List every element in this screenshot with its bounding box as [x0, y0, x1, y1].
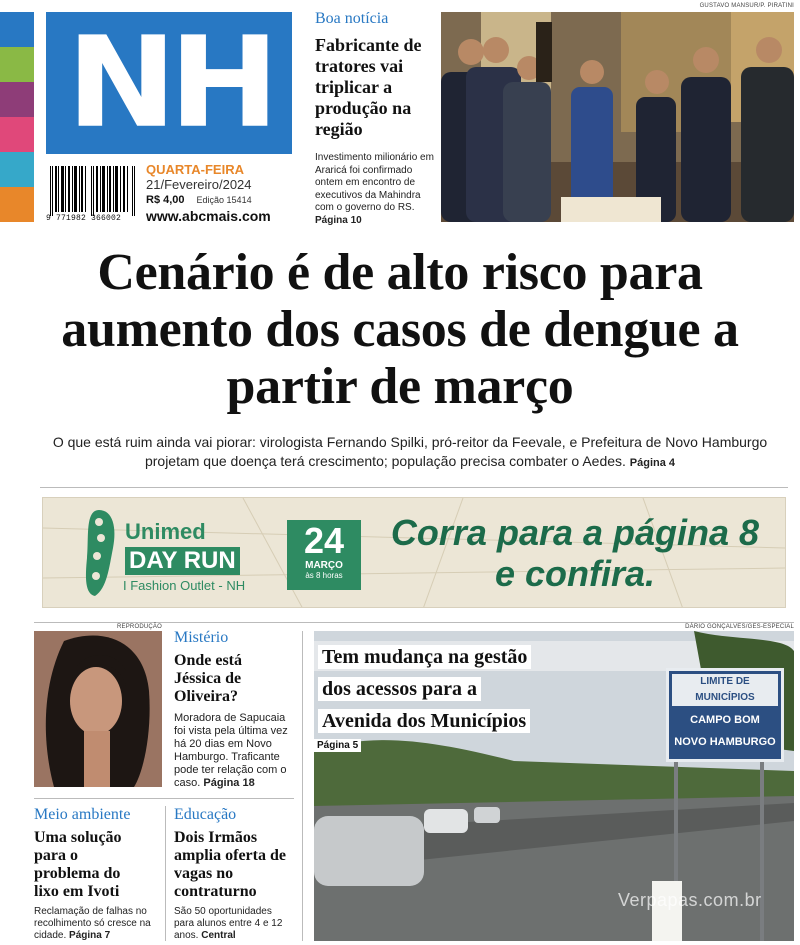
env-deck [34, 906, 160, 942]
website-link[interactable]: www.abcmais.com [146, 208, 271, 224]
price: R$ 4,00 [146, 194, 185, 206]
road-headline[interactable] [318, 645, 531, 741]
top-story-deck [315, 152, 437, 227]
edu-deck [174, 906, 292, 942]
top-story-kicker: Boa notícia [315, 10, 389, 27]
missing-headline[interactable]: Onde está Jéssica de Oliveira? [174, 652, 242, 705]
price-line [146, 193, 296, 208]
top-story-page: Página 10 [315, 214, 362, 226]
sign-line: LIMITE DE MUNICÍPIOS [672, 674, 778, 706]
env-kicker: Meio ambiente [34, 806, 131, 823]
barcode [46, 162, 140, 222]
ad-month: MARÇO [305, 560, 343, 571]
road-headline-line: Tem mudança na gestão [318, 645, 531, 669]
running-shoe-icon [79, 508, 119, 598]
portrait-illustration [34, 631, 162, 787]
strip-band [0, 82, 34, 117]
color-strip [0, 12, 34, 222]
lead-deck-text: O que está ruim ainda vai piorar: virologista Fernando Spilki, pró-reitor da Feevale, e Prefeitura de Novo Hamburgo projetam que doença terá crescimento; população precisa combater o Aedes. [52, 434, 768, 469]
photo-credit: DÁRIO GONÇALVES/GES-ESPECIAL [685, 624, 794, 630]
watermark: Verpapas.com.br [618, 890, 762, 910]
ad-date-badge [287, 520, 361, 590]
env-deck-text: Reclamação de falhas no recolhimento só cresce na cidade. [34, 906, 151, 941]
newspaper-logo[interactable] [46, 9, 292, 157]
weekday: QUARTA-FEIRA [146, 162, 244, 177]
edition-number: Edição 15414 [196, 195, 252, 205]
missing-kicker: Mistério [174, 629, 229, 646]
divider [34, 798, 294, 799]
edu-page: Central [201, 930, 236, 941]
edu-kicker: Educação [174, 806, 237, 823]
sign-line: CAMPO BOM [690, 714, 760, 726]
road-page: Página 5 [314, 739, 361, 752]
divider [165, 806, 166, 941]
road-sign [666, 668, 784, 762]
missing-person-photo[interactable] [34, 631, 162, 787]
ad-brand-unimed: Unimed [125, 519, 206, 544]
edu-deck-text: São 50 oportunidades para alunos entre 4 e 12 anos. [174, 906, 283, 941]
date-block [146, 162, 296, 224]
strip-band [0, 117, 34, 152]
executives-illustration [441, 12, 794, 222]
ad-brand-dayrun: DAY RUN [125, 547, 240, 575]
edu-headline[interactable]: Dois Irmãos amplia oferta de vagas no contraturno [174, 829, 286, 900]
missing-deck [174, 712, 292, 790]
road-headline-line: Avenida dos Municípios [318, 709, 530, 733]
top-story-headline[interactable]: Fabricante de tratores vai triplicar a produção na região [315, 35, 422, 139]
divider [40, 487, 788, 488]
photo-credit: GUSTAVO MANSUR/P. PIRATINI [699, 3, 794, 9]
env-headline[interactable]: Uma solução para o problema do lixo em Ivoti [34, 829, 122, 900]
logo-text: NH [66, 9, 272, 157]
day-run-ad[interactable] [42, 497, 786, 608]
ad-brand-location: I Fashion Outlet - NH [123, 578, 246, 593]
strip-band [0, 187, 34, 222]
strip-band [0, 12, 34, 47]
divider [302, 631, 303, 941]
ad-hour: às 8 horas [305, 571, 343, 580]
strip-band [0, 47, 34, 82]
lead-headline[interactable]: Cenário é de alto risco para aumento dos casos de dengue a partir de março [61, 244, 739, 415]
divider [34, 622, 794, 623]
barcode-digits: 9 771982 366002 [46, 214, 122, 223]
road-headline-line: dos acessos para a [318, 677, 481, 701]
ad-call-to-action[interactable]: Corra para a página 8 e confira. [390, 512, 760, 594]
missing-deck-text: Moradora de Sapucaia foi vista pela última vez há 20 dias em Novo Hamburgo. Traficante pode ter relação com o caso. [174, 712, 288, 789]
top-story-deck-text: Investimento milionário em Araricá foi confirmado ontem em encontro de executivos da Mahindra com o governo do RS. [315, 152, 434, 213]
lead-page: Página 4 [629, 457, 676, 469]
env-page: Página 7 [69, 930, 111, 941]
ad-day: 24 [303, 520, 345, 561]
executives-photo[interactable] [441, 12, 794, 222]
photo-credit: REPRODUÇÃO [116, 624, 162, 630]
sign-line: NOVO HAMBURGO [674, 736, 776, 748]
missing-page: Página 18 [203, 777, 255, 789]
strip-band [0, 152, 34, 187]
issue-date: 21/Fevereiro/2024 [146, 177, 252, 192]
lead-deck [30, 433, 790, 473]
